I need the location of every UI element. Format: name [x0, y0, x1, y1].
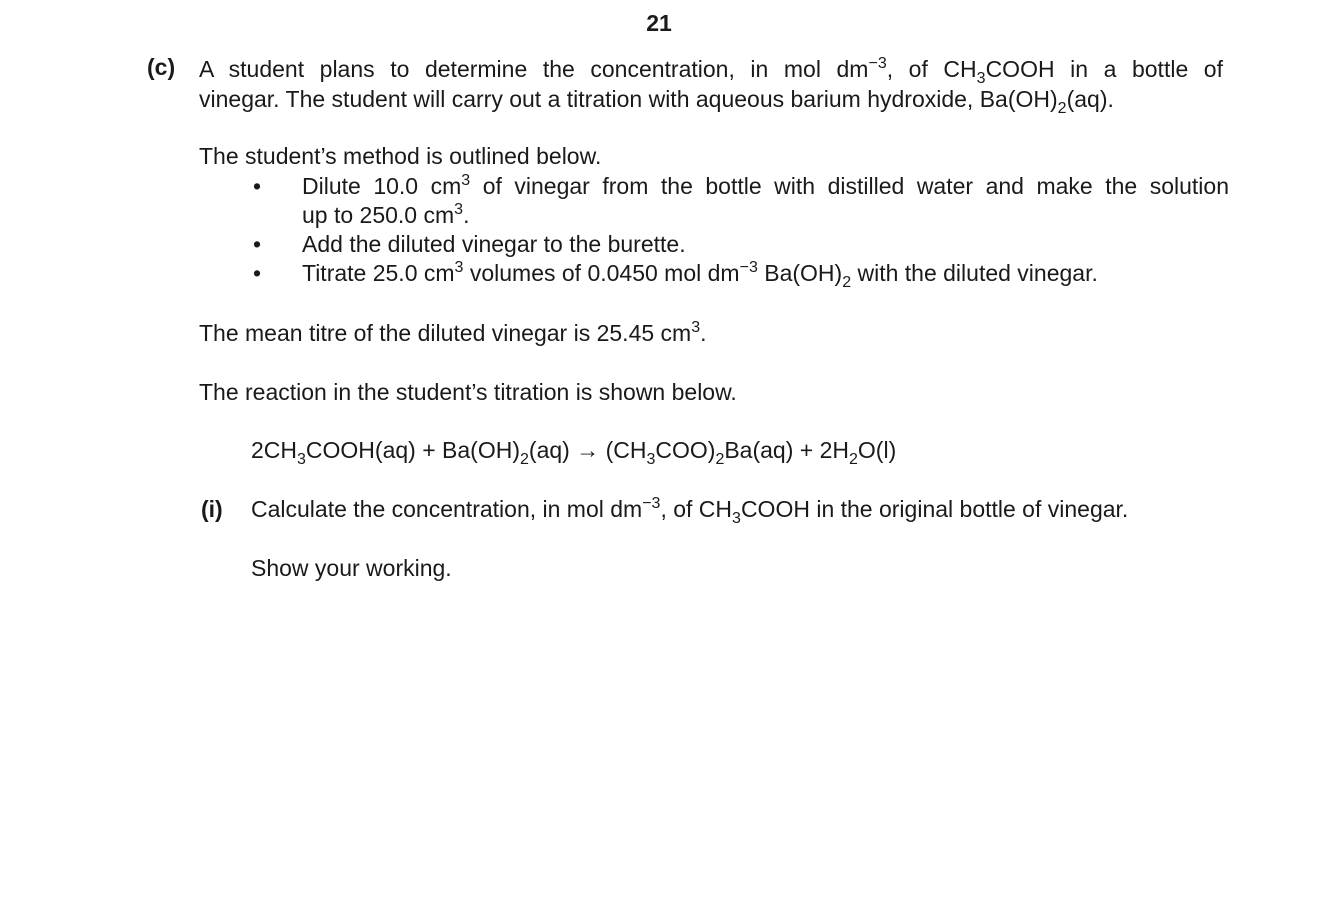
- mean-titre-statement: The mean titre of the diluted vinegar is 25.45 $cm^3$.: [199, 319, 707, 346]
- chemical-equation: $2CH_3COOH(aq) + Ba(OH)_2(aq) \to (CH_3COO)_2Ba(aq) + 2H_2O(l)$: [251, 437, 897, 468]
- page-number: 21: [646, 10, 672, 36]
- intro-line-1: A student plans to determine the concentration, in mol $dm^{-3}$, of $CH_3COOH$ in a bottle of: [199, 55, 1223, 87]
- method-step-3: • Titrate 25.0 $cm^3$ volumes of 0.0450 mol $dm^{-3}$ $Ba(OH)_2$ with the diluted vinegar.: [253, 259, 1098, 291]
- method-intro: The student’s method is outlined below.: [199, 143, 602, 169]
- bullet-icon: •: [253, 260, 262, 286]
- sub-question-text: Calculate the concentration, in mol $dm^{-3}$, of $CH_3COOH$ in the original bottle of vinegar.: [251, 495, 1129, 527]
- method-step-2: • Add the diluted vinegar to the burette.: [253, 231, 686, 257]
- method-step-1: • Dilute 10.0 $cm^3$ of vinegar from the bottle with distilled water and make the solution up to 250.0 $cm^3$.: [253, 172, 1230, 228]
- bullet-icon: •: [253, 173, 262, 199]
- working-instruction: Show your working.: [251, 555, 452, 581]
- sub-question-label: (i): [201, 496, 223, 522]
- intro-line-2: vinegar. The student will carry out a titration with aqueous barium hydroxide, $Ba(OH)_2(aq)$.: [199, 86, 1114, 117]
- question-intro: [199, 54, 1223, 117]
- reaction-intro: The reaction in the student’s titration is shown below.: [199, 379, 737, 405]
- method-steps: [199, 172, 1230, 291]
- bullet-icon: •: [253, 231, 262, 257]
- part-label: (c): [147, 54, 176, 80]
